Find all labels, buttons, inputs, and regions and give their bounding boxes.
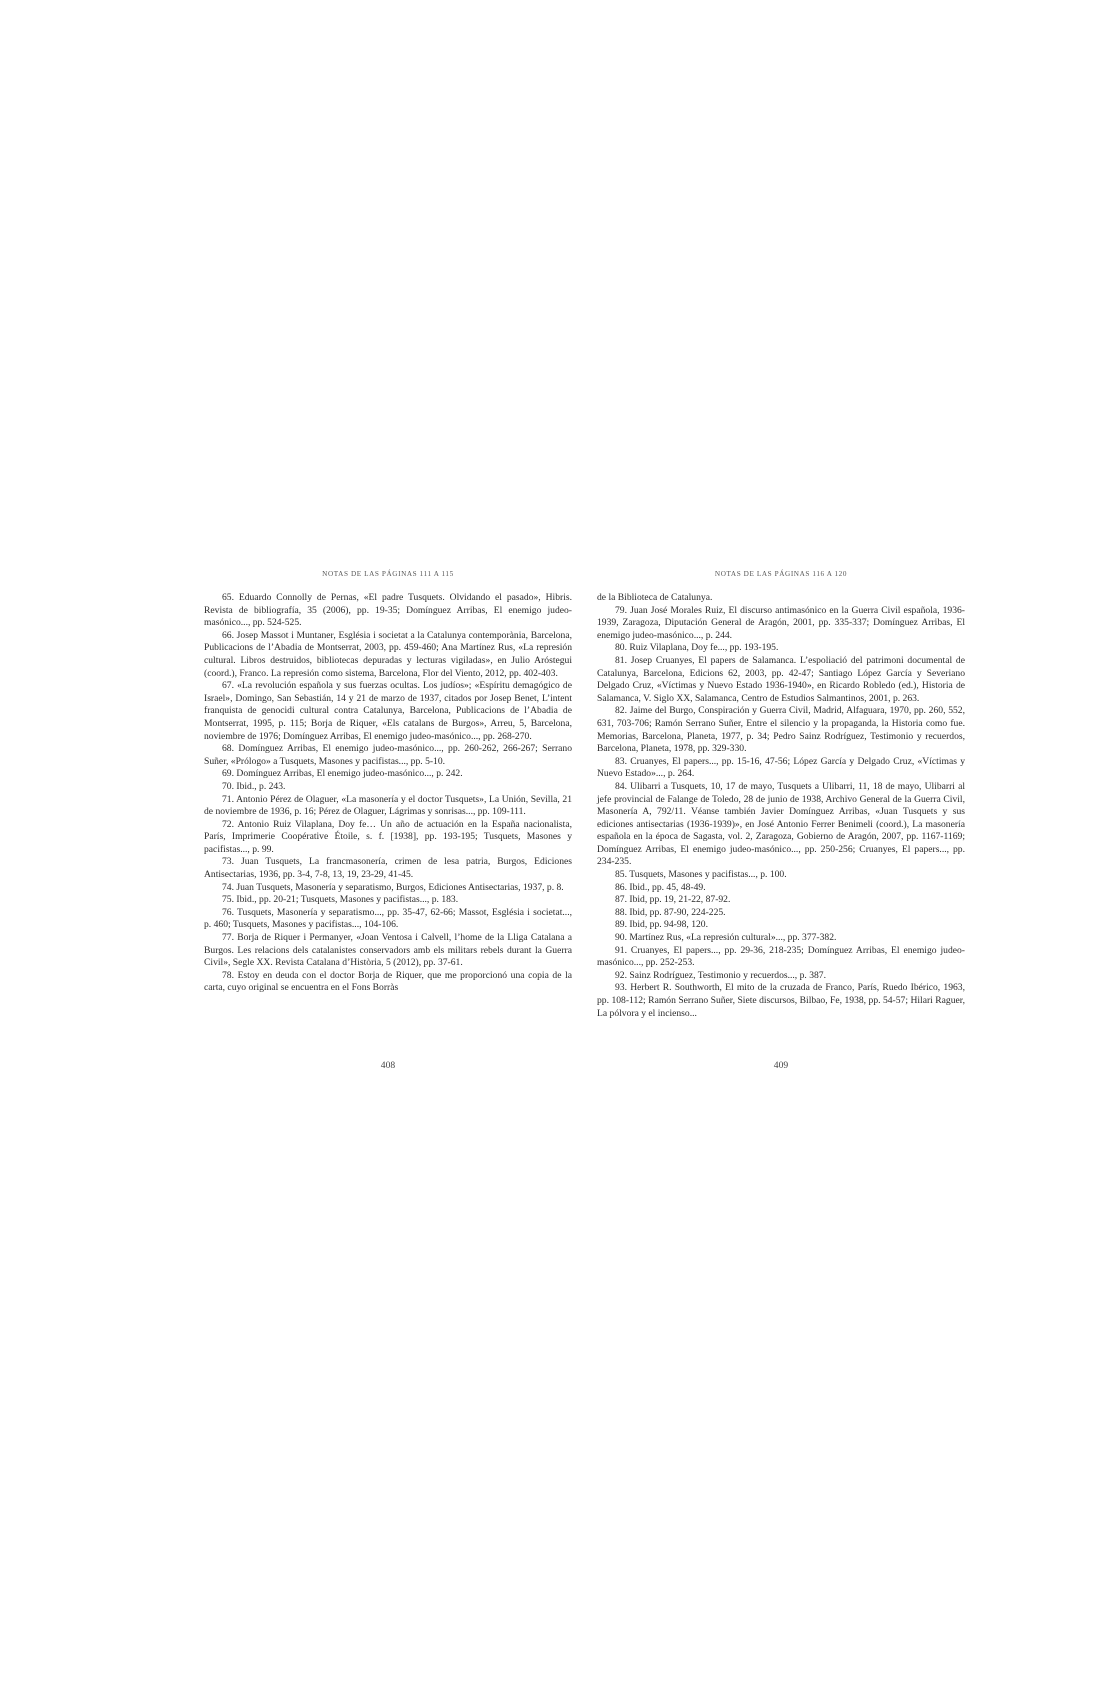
note: 67. «La revolución española y sus fuerzas ocultas. Los judíos»; «Espíritu demagógico de Israel», Domingo, San Sebastián, 14 y 21 de marzo de 1937, citados por Josep Benet, L’intent franquista de genocidi cultural contra Catalunya, Barcelona, Publicacions de l’Abadia de Montserrat, 1995, p. 115; Borja de Riquer, «Els catalans de Burgos», Arreu, 5, Barcelona, noviembre de 1976; Domínguez Arribas, El enemigo judeo-masónico..., pp. 268-270. [204,680,572,742]
note: 77. Borja de Riquer i Permanyer, «Joan Ventosa i Calvell, l’home de la Lliga Catalana a Burgos. Les relacions dels catalanistes conservadors amb els militars rebels durant la Guerra Civil», Segle XX. Revista Catalana d’Història, 5 (2012), pp. 37-61. [204,932,572,969]
page-number: 409 [773,1060,789,1071]
note: 69. Domínguez Arribas, El enemigo judeo-masónico..., p. 242. [222,768,463,780]
note: 84. Ulibarri a Tusquets, 10, 17 de mayo, Tusquets a Ulibarri, 11, 18 de mayo, Ulibarri al jefe provincial de Falange de Toledo, 28 de junio de 1938, Archivo General de la Guerra Civil, Masonería A, 792/11. Véanse también Javier Domínguez Arribas, «Juan Tusquets y sus ediciones antisectarias (1936-1939)», en José Antonio Ferrer Benimeli (coord.), La masonería española en la época de Sagasta, vol. 2, Zaragoza, Gobierno de Aragón, 2007, pp. 1167-1169; Domínguez Arribas, El enemigo judeo-masónico..., pp. 250-256; Cruanyes, El papers..., pp. 234-235. [597,780,965,868]
note: 92. Sainz Rodríguez, Testimonio y recuerdos..., p. 387. [615,969,826,981]
note: 91. Cruanyes, El papers..., pp. 29-36, 218-235; Domínguez Arribas, El enemigo judeo-masónico..., pp. 252-253. [597,944,965,969]
page-number: 408 [380,1060,396,1071]
note: 71. Antonio Pérez de Olaguer, «La masonería y el doctor Tusquets», La Unión, Sevilla, 21 de noviembre de 1936, p. 16; Pérez de Olaguer, Lágrimas y sonrisas..., pp. 109-111. [204,793,572,818]
note: 82. Jaime del Burgo, Conspiración y Guerra Civil, Madrid, Alfaguara, 1970, pp. 260, 552, 631, 703-706; Ramón Serrano Suñer, Entre el silencio y la propaganda, la Historia como fue. Memorias, Barcelona, Planeta, 1977, p. 34; Pedro Sainz Rodríguez, Testimonio y recuerdos, Barcelona, Planeta, 1978, pp. 329-330. [597,705,965,755]
note-continuation: de la Biblioteca de Catalunya. [597,592,713,603]
note: 90. Martínez Rus, «La represión cultural»..., pp. 377-382. [615,932,837,944]
note: 93. Herbert R. Southworth, El mito de la cruzada de Franco, París, Ruedo Ibérico, 1963, pp. 108-112; Ramón Serrano Suñer, Siete discursos, Bilbao, Fe, 1938, pp. 54-57; Hilari Raguer, La pólvora y el incienso... [597,982,965,1019]
note: 86. Ibid., pp. 45, 48-49. [615,881,706,893]
note: 80. Ruiz Vilaplana, Doy fe..., pp. 193-195. [615,642,779,654]
note: 68. Domínguez Arribas, El enemigo judeo-masónico..., pp. 260-262, 266-267; Serrano Suñer, «Prólogo» a Tusquets, Masones y pacifistas..., pp. 5-10. [204,743,572,767]
note: 72. Antonio Ruiz Vilaplana, Doy fe… Un año de actuación en la España nacionalista, París, Imprimerie Coopérative Étoile, s. f. [1938], pp. 193-195; Tusquets, Masones y pacifistas..., p. 99. [204,818,572,855]
note: 78. Estoy en deuda con el doctor Borja de Riquer, que me proporcionó una copia de la carta, cuyo original se encuentra en el Fons Borràs [204,969,572,994]
note: 89. Ibid, pp. 94-98, 120. [615,919,709,931]
note: 66. Josep Massot i Muntaner, Església i societat a la Catalunya contemporània, Barcelona, Publicacions de l’Abadia de Montserrat, 2003, pp. 459-460; Ana Martínez Rus, «La represión cultural. Libros destruidos, bibliotecas depuradas y lecturas vigiladas», en Julio Aróstegui (coord.), Franco. La represión como sistema, Barcelona, Flor del Viento, 2012, pp. 402-403. [204,629,572,679]
note: 74. Juan Tusquets, Masonería y separatismo, Burgos, Ediciones Antisectarias, 1937, p. 8. [222,881,564,893]
running-head: NOTAS DE LAS PÁGINAS 111 A 115 [322,570,454,578]
note: 87. Ibid, pp. 19, 21-22, 87-92. [615,894,731,906]
right-page [597,570,965,1020]
left-page [204,570,572,995]
note: 73. Juan Tusquets, La francmasonería, crimen de lesa patria, Burgos, Ediciones Antisectarias, 1936, pp. 3-4, 7-8, 13, 19, 23-29, 41-45. [204,856,572,881]
note: 75. Ibid., pp. 20-21; Tusquets, Masones y pacifistas..., p. 183. [222,894,459,906]
note: 85. Tusquets, Masones y pacifistas..., p. 100. [615,869,787,881]
note: 76. Tusquets, Masonería y separatismo..., pp. 35-47, 62-66; Massot, Església i societat..., p. 460; Tusquets, Masones y pacifistas..., 104-106. [204,906,572,931]
notes-list [204,592,572,995]
note: 70. Ibid., p. 243. [222,780,286,792]
note: 83. Cruanyes, El papers..., pp. 15-16, 47-56; López García y Delgado Cruz, «Víctimas y Nuevo Estado»..., p. 264. [597,755,965,780]
note: 88. Ibid, pp. 87-90, 224-225. [615,906,726,918]
notes-list [597,592,965,1020]
note: 65. Eduardo Connolly de Pernas, «El padre Tusquets. Olvidando el pasado», Hibris. Revista de bibliografía, 35 (2006), pp. 19-35; Domínguez Arribas, El enemigo judeo-masónico..., pp. 524-525. [204,592,572,629]
running-head: NOTAS DE LAS PÁGINAS 116 A 120 [714,570,848,578]
note: 79. Juan José Morales Ruiz, El discurso antimasónico en la Guerra Civil española, 1936-1939, Zaragoza, Diputación General de Aragón, 2001, pp. 335-337; Domínguez Arribas, El enemigo judeo-masónico..., p. 244. [597,604,965,641]
note: 81. Josep Cruanyes, El papers de Salamanca. L’espoliació del patrimoni documental de Catalunya, Barcelona, Edicions 62, 2003, pp. 42-47; Santiago López García y Severiano Delgado Cruz, «Víctimas y Nuevo Estado 1936-1940», en Ricardo Robledo (ed.), Historia de Salamanca, V. Siglo XX, Salamanca, Centro de Estudios Salmantinos, 2001, p. 263. [597,654,965,704]
